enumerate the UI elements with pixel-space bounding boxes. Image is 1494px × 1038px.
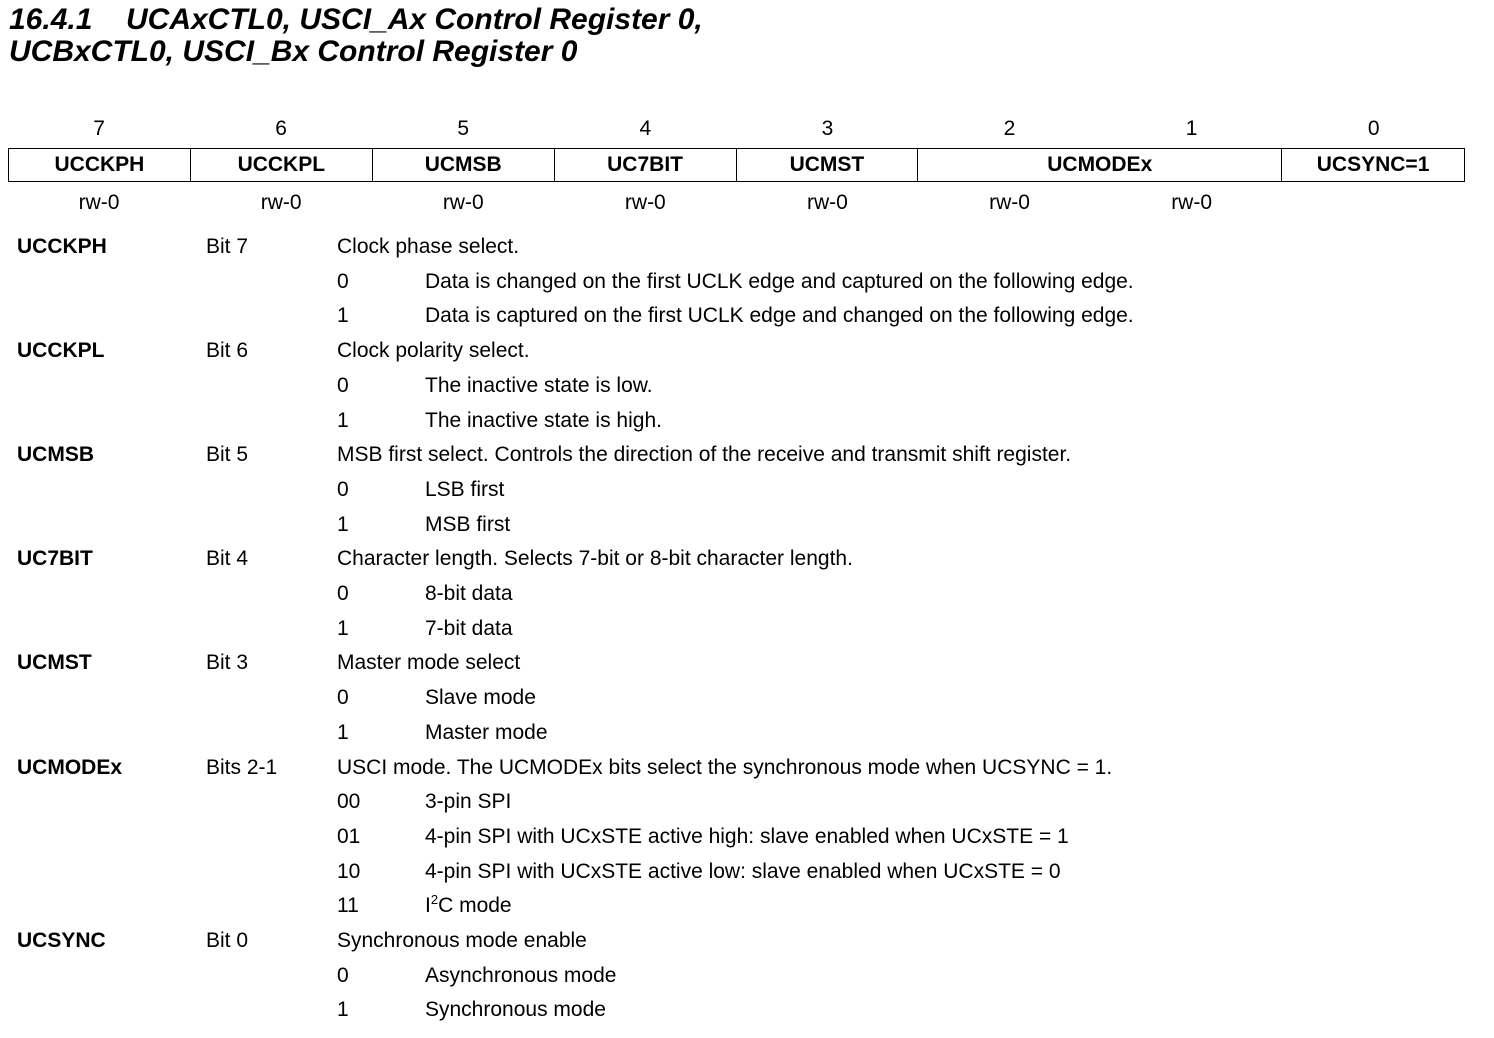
value-meaning: Data is changed on the first UCLK edge and captured on the following edge. [425, 269, 1134, 293]
register-field-ucmsb: UCMSB [373, 149, 555, 181]
field-name: UCMSB [17, 443, 94, 467]
value-meaning: 3-pin SPI [425, 790, 512, 814]
title-line-2: UCBxCTL0, USCI_Bx Control Register 0 [9, 35, 578, 68]
value-code: 0 [337, 373, 349, 397]
access-type: rw-0 [624, 191, 666, 214]
value-code: 1 [337, 720, 349, 744]
access-type: rw-0 [78, 191, 120, 214]
bit-position: Bit 4 [206, 547, 249, 571]
value-code: 1 [337, 998, 349, 1022]
field-summary: MSB first select. Controls the direction of the receive and transmit shift register. [337, 443, 1072, 467]
field-summary: Character length. Selects 7-bit or 8-bit character length. [337, 547, 853, 571]
value-code: 0 [337, 477, 349, 501]
access-type: rw-0 [260, 191, 302, 214]
bit-position: Bit 7 [206, 235, 249, 258]
field-summary: Synchronous mode enable [337, 929, 587, 952]
value-meaning: 4-pin SPI with UCxSTE active high: slave enabled when UCxSTE = 1 [425, 824, 1069, 848]
bit-position: Bit 5 [206, 443, 249, 467]
value-meaning: 7-bit data [425, 616, 513, 640]
access-type: rw-0 [1171, 191, 1213, 214]
bit-number: 3 [821, 117, 834, 140]
value-meaning: Master mode [425, 720, 548, 744]
bit-number: 0 [1367, 117, 1380, 140]
bit-position: Bit 6 [206, 339, 249, 363]
field-summary: Clock phase select. [337, 235, 520, 258]
bit-position: Bits 2-1 [206, 755, 278, 779]
access-type [1283, 188, 1465, 218]
value-meaning: LSB first [425, 477, 505, 501]
field-summary: Clock polarity select. [337, 339, 530, 363]
field-name: UCCKPL [17, 339, 105, 363]
field-name: UCMST [17, 651, 92, 675]
bit-number-row [8, 114, 1465, 144]
page-title [9, 4, 703, 68]
bit-number: 6 [275, 117, 287, 140]
value-code: 00 [337, 790, 361, 814]
value-code: 10 [337, 859, 361, 883]
value-meaning: Data is captured on the first UCLK edge and changed on the following edge. [425, 304, 1134, 328]
value-code: 0 [337, 582, 349, 605]
field-summary: Master mode select [337, 651, 521, 675]
field-name: UCMODEx [17, 755, 123, 779]
register-field-uc7bit: UC7BIT [555, 149, 737, 181]
title-line-1: UCAxCTL0, USCI_Ax Control Register 0, [126, 3, 703, 36]
bit-position: Bit 3 [206, 651, 249, 675]
register-field-ucmst: UCMST [737, 149, 919, 181]
register-field-ucsync-1: UCSYNC=1 [1316, 153, 1430, 176]
register-field-ucckpl: UCCKPL [191, 149, 373, 181]
field-name: UC7BIT [17, 547, 93, 571]
value-code: 0 [337, 963, 349, 987]
value-code: 11 [337, 894, 359, 918]
value-code: 0 [337, 269, 349, 293]
value-meaning: Synchronous mode [425, 998, 606, 1022]
field-summary: USCI mode. The UCMODEx bits select the synchronous mode when UCSYNC = 1. [337, 755, 1113, 779]
access-type: rw-0 [807, 191, 848, 214]
register-field-row [8, 148, 1465, 182]
value-code: 01 [337, 824, 361, 848]
bit-number: 2 [1003, 117, 1016, 140]
value-meaning: MSB first [425, 512, 511, 536]
value-code: 0 [337, 686, 349, 710]
access-type: rw-0 [989, 191, 1030, 214]
bit-position: Bit 0 [206, 929, 249, 952]
bit-number: 7 [93, 117, 105, 140]
field-name: UCCKPH [17, 235, 107, 258]
value-meaning: 4-pin SPI with UCxSTE active low: slave enabled when UCxSTE = 0 [425, 859, 1061, 883]
value-meaning: The inactive state is high. [425, 408, 662, 432]
section-number: 16.4.1 [9, 3, 93, 36]
access-type-row [8, 188, 1465, 218]
value-code: 1 [337, 408, 349, 432]
value-meaning: $I^2C$ mode [425, 892, 512, 918]
field-name: UCSYNC [17, 929, 106, 952]
value-code: 1 [337, 512, 349, 536]
value-meaning: 8-bit data [425, 582, 513, 605]
value-code: 1 [337, 304, 349, 328]
value-meaning: The inactive state is low. [425, 373, 653, 397]
register-field-ucmodex: UCMODEx [918, 149, 1282, 181]
bit-number: 5 [457, 117, 470, 140]
register-field-ucckph: UCCKPH [9, 149, 191, 181]
value-meaning: Slave mode [425, 686, 536, 710]
access-type: rw-0 [442, 191, 484, 214]
bit-number: 4 [639, 117, 652, 140]
value-code: 1 [337, 616, 349, 640]
value-meaning: Asynchronous mode [425, 963, 617, 987]
bit-number: 1 [1185, 117, 1198, 140]
